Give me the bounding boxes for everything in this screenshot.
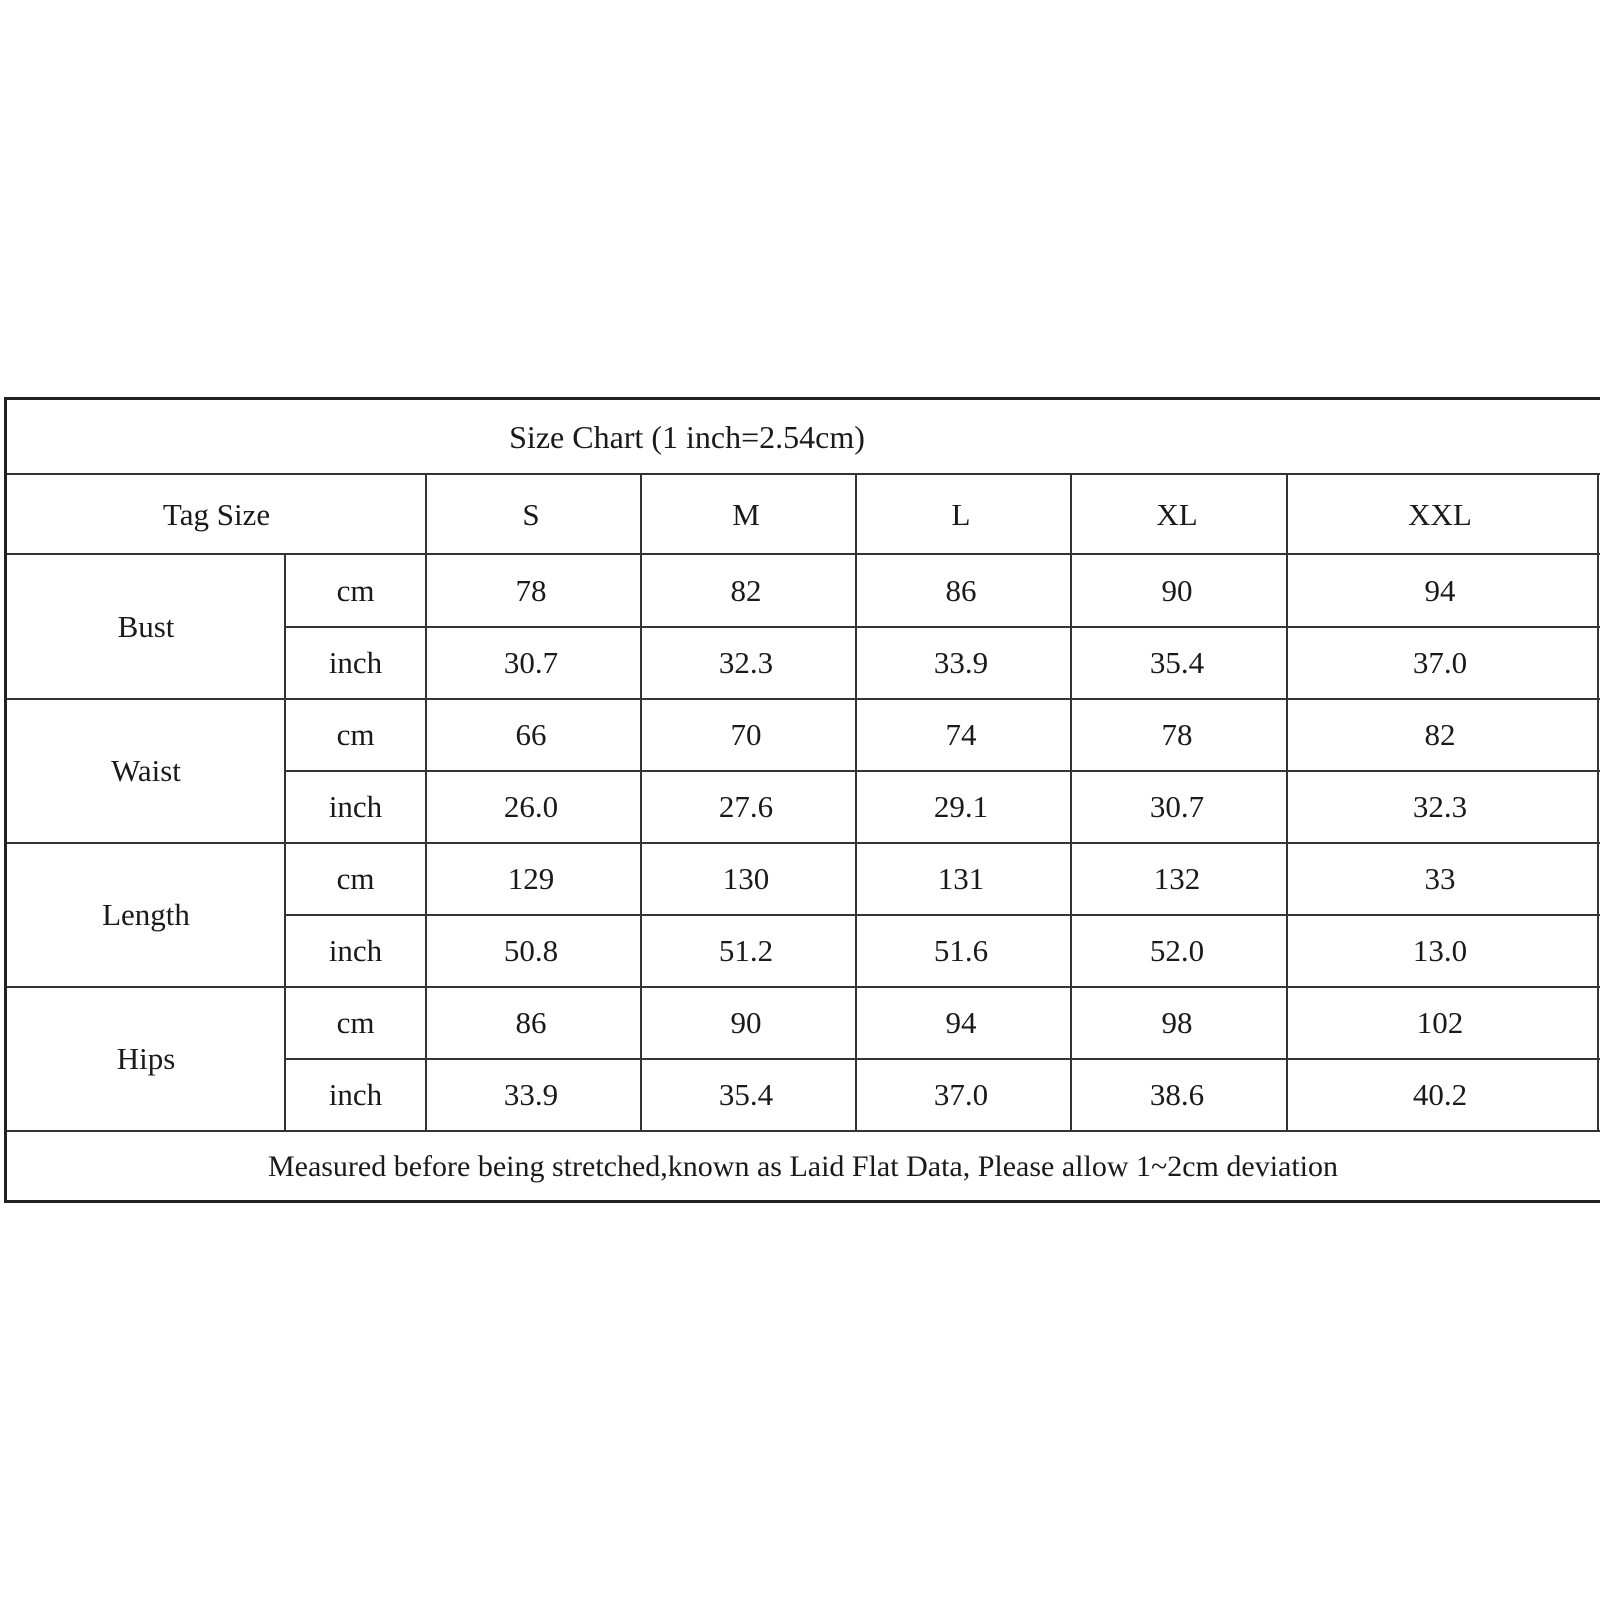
table-cell: 33.9 <box>933 645 989 680</box>
measurement-label-waist: Waist <box>111 753 181 788</box>
table-cell: 37.0 <box>1412 645 1468 680</box>
column-divider <box>284 554 286 1131</box>
table-cell: 129 <box>507 861 555 896</box>
title-row <box>7 400 1600 475</box>
table-cell: 30.7 <box>1149 789 1205 824</box>
table-cell: 82 <box>730 573 762 608</box>
column-divider <box>855 475 857 1131</box>
table-cell: 74 <box>945 717 977 752</box>
unit-label: cm <box>336 1005 375 1040</box>
table-cell: 37.0 <box>933 1077 989 1112</box>
column-divider <box>640 475 642 1131</box>
size-chart-table <box>4 397 1600 1203</box>
table-cell: 26.0 <box>503 789 559 824</box>
size-header-l: L <box>951 497 971 532</box>
table-cell: 32.3 <box>1412 789 1468 824</box>
table-cell: 50.8 <box>503 933 559 968</box>
table-cell: 130 <box>722 861 770 896</box>
table-cell: 29.1 <box>933 789 989 824</box>
unit-label: inch <box>328 933 383 968</box>
table-cell: 32.3 <box>718 645 774 680</box>
measurement-label-length: Length <box>102 897 190 932</box>
table-cell: 27.6 <box>718 789 774 824</box>
table-cell: 33.9 <box>503 1077 559 1112</box>
column-divider <box>1286 475 1288 1131</box>
table-cell: 86 <box>945 573 977 608</box>
table-cell: 51.2 <box>718 933 774 968</box>
size-header-s: S <box>522 497 540 532</box>
table-cell: 90 <box>1161 573 1193 608</box>
tag-size-header: Tag Size <box>162 497 271 532</box>
table-cell: 35.4 <box>1149 645 1205 680</box>
unit-label: cm <box>336 717 375 752</box>
table-cell: 30.7 <box>503 645 559 680</box>
table-cell: 102 <box>1416 1005 1464 1040</box>
unit-label: inch <box>328 789 383 824</box>
table-cell: 86 <box>515 1005 547 1040</box>
table-cell: 40.2 <box>1412 1077 1468 1112</box>
table-cell: 94 <box>1424 573 1456 608</box>
column-divider <box>425 475 427 1131</box>
unit-label: cm <box>336 861 375 896</box>
unit-label: inch <box>328 645 383 680</box>
table-cell: 131 <box>937 861 985 896</box>
unit-label: inch <box>328 1077 383 1112</box>
table-cell: 90 <box>730 1005 762 1040</box>
size-header-xxl: XXL <box>1408 497 1472 532</box>
table-cell: 38.6 <box>1149 1077 1205 1112</box>
table-cell: 35.4 <box>718 1077 774 1112</box>
measurement-label-hips: Hips <box>116 1041 176 1076</box>
measurement-label-bust: Bust <box>117 609 175 644</box>
size-header-m: M <box>732 497 760 532</box>
table-cell: 82 <box>1424 717 1456 752</box>
table-cell: 70 <box>730 717 762 752</box>
table-cell: 78 <box>1161 717 1193 752</box>
table-cell: 33 <box>1424 861 1456 896</box>
table-cell: 132 <box>1153 861 1201 896</box>
column-divider <box>1597 475 1599 1131</box>
footer-note: Measured before being stretched,known as Laid Flat Data, Please allow 1~2cm deviation <box>267 1150 1339 1183</box>
column-divider <box>1070 475 1072 1131</box>
size-header-xl: XL <box>1156 497 1198 532</box>
table-title: Size Chart (1 inch=2.54cm) <box>509 419 865 455</box>
table-cell: 51.6 <box>933 933 989 968</box>
table-cell: 52.0 <box>1149 933 1205 968</box>
table-cell: 13.0 <box>1412 933 1468 968</box>
unit-label: cm <box>336 573 375 608</box>
table-cell: 78 <box>515 573 547 608</box>
table-cell: 98 <box>1161 1005 1193 1040</box>
table-cell: 94 <box>945 1005 977 1040</box>
table-cell: 66 <box>515 717 547 752</box>
